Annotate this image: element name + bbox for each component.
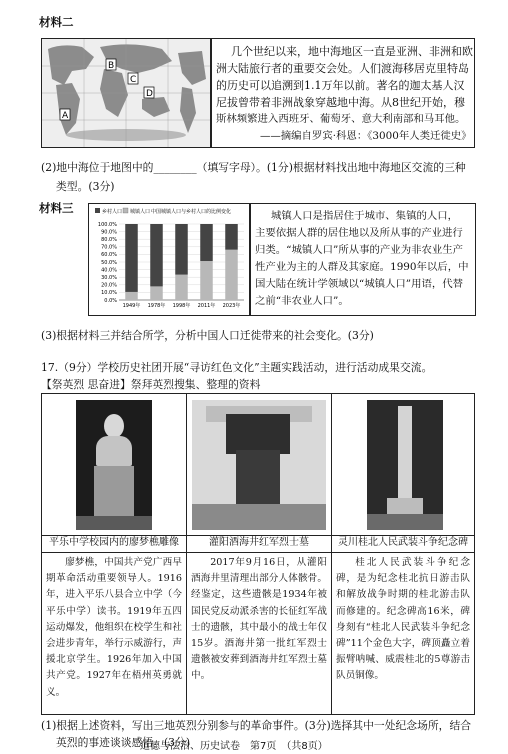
y-tick-label: 30.0% — [101, 275, 117, 281]
bar-urban — [150, 286, 163, 300]
material-3-line-6: 之前“非农业人口”。 — [255, 295, 349, 307]
material-2-line-3: 的历史可以追溯到1.1万年以前。著名的迦太基人汉 — [216, 79, 465, 92]
material-3-line-3: 归类。“城镇人口”所从事的产业为非农业生产 — [255, 244, 464, 256]
y-tick-label: 60.0% — [101, 252, 117, 259]
question-2-line-1: (2)地中海位于地图中的________（填写字母）。(1分)根据材料找出地中海地区交流的三种 — [41, 161, 466, 174]
y-tick-label: 0.0% — [104, 297, 117, 304]
martyrs-table — [41, 393, 475, 715]
question-3: (3)根据材料三并结合所学，分析中国人口迁徙带来的社会变化。(3分) — [41, 329, 374, 342]
material-2-line-4: 尼拔曾带着非洲战象穿越地中海。从8世纪开始，穆 — [216, 96, 465, 109]
bar-urban — [225, 250, 238, 300]
bar-rural — [125, 224, 138, 292]
text-guanyang-remains: 2017年9月16日，从灌阳酒海井里清理出部分人体骸骨。经鉴定，这些遗骸是1934年被国民党反动派杀害的长征红军战士的遗骸，其中最小的战士年仅15岁。酒海井第一批红军烈士遗骸被安葬到酒海井红军烈士墓中。 — [191, 557, 327, 682]
liao-statue-photo — [76, 400, 152, 530]
y-tick-label: 100.0% — [97, 221, 117, 228]
bar-urban — [125, 292, 138, 300]
material-2-line-5: 斯林频繁进入西班牙、葡萄牙、意大利南部和马耳他。 — [216, 113, 466, 125]
bar-rural — [225, 224, 238, 250]
question-2-line-2: 类型。(3分) — [56, 180, 115, 193]
material-2-line-2: 洲大陆旅行者的重要交会处。人们渡海移居克里特岛 — [216, 62, 469, 75]
x-tick-label: 1949年 — [122, 303, 141, 309]
bar-urban — [175, 275, 188, 300]
question-17-section-title: 【祭英烈 思奋进】祭拜英烈搜集、整理的资料 — [41, 378, 261, 391]
world-map-image — [42, 39, 210, 147]
bar-urban — [200, 261, 213, 300]
question-17-1-line-2: 英烈的事迹谈谈感悟。(3分) — [56, 736, 191, 749]
legend-label-rural: 乡村人口 — [102, 209, 123, 215]
urbanization-chart-svg — [89, 204, 249, 315]
x-tick-label: 2011年 — [197, 303, 216, 309]
x-tick-label: 1978年 — [147, 303, 166, 309]
y-tick-label: 50.0% — [101, 259, 117, 266]
y-tick-label: 10.0% — [101, 290, 117, 297]
map-letter-a: A — [62, 111, 69, 121]
x-tick-label: 1998年 — [172, 303, 191, 309]
y-tick-label: 80.0% — [101, 237, 117, 243]
bar-rural — [150, 224, 163, 286]
text-guibei-monument: 桂北人民武装斗争纪念碑，是为纪念桂北抗日游击队和解放战争时期的桂北游击队而修建的。纪念碑高16米，碑身刻有“桂北人民武装斗争纪念碑”11个金色大字，碑顶矗立着振臂呐喊、威震桂北的5尊游击队员铜像。 — [336, 557, 470, 682]
map-letter-c: C — [130, 75, 137, 85]
y-tick-label: 70.0% — [101, 244, 117, 251]
world-map-figure — [41, 38, 211, 148]
question-17-1-line-1: (1)根据上述资料，写出三地英烈分别参与的革命事件。(3分)选择其中一处纪念场所，结合 — [41, 719, 472, 732]
legend-label-urban: 城镇人口 — [130, 209, 151, 215]
material-3-line-1: 城镇人口是指居住于城市、集镇的人口， — [271, 210, 459, 222]
bar-rural — [175, 224, 188, 275]
material-2-heading: 材料二 — [39, 15, 74, 29]
legend-swatch-rural — [95, 208, 100, 213]
chart-title: 中国城镇人口与乡村人口的比例变化 — [151, 209, 232, 215]
y-tick-label: 20.0% — [101, 282, 117, 289]
y-tick-label: 90.0% — [101, 229, 117, 236]
lingchuan-monument-photo — [367, 400, 443, 530]
caption-liao-statue: 平乐中学校园内的廖梦樵雕像 — [49, 537, 179, 548]
guanyang-tomb-photo — [192, 400, 326, 530]
material-2-textbox — [211, 38, 475, 148]
bar-rural — [200, 224, 213, 261]
legend-swatch-urban — [123, 208, 128, 213]
map-letter-d: D — [146, 89, 153, 99]
page-footer: 道德与法治、历史试卷 第7页 （共8页） — [140, 741, 328, 752]
y-tick-label: 40.0% — [101, 267, 117, 274]
material-3-line-4: 性产业为主的人群及其家庭。1990年以后，中 — [255, 261, 469, 273]
text-liao-mengqiao: 廖梦樵，中国共产党广西早期革命活动重要领导人。1916年，进入平乐八县合立中学（今平乐中学）读书。1919年五四运动爆发，他组织在校学生和社会进步青年，举行示威游行，声援北京学生。1926年加入中国共产党。1927年在梧州英勇就义。 — [46, 557, 182, 698]
material-3-line-5: 国大陆在统计学领域以“城镇人口”用语，代替 — [255, 278, 464, 290]
caption-lingchuan-monument: 灵川桂北人民武装斗争纪念碑 — [338, 537, 468, 548]
map-letter-b: B — [108, 61, 115, 71]
material-2-source: ——摘编自罗宾·科恩：《3000年人类迁徙史》 — [260, 130, 472, 142]
caption-guanyang-tomb: 灌阳酒海井红军烈士墓 — [209, 537, 309, 548]
material-2-line-1: 几个世纪以来，地中海地区一直是亚洲、非洲和欧 — [231, 45, 473, 58]
material-3-heading: 材料三 — [39, 201, 74, 215]
question-17-intro: 17.（9分）学校历史社团开展“寻访红色文化”主题实践活动，进行活动成果交流。 — [41, 361, 433, 374]
material-3-line-2: 主要依据人群的居住地以及所从事的产业进行 — [255, 227, 463, 239]
x-tick-label: 2023年 — [222, 303, 241, 309]
material-3-textbox — [250, 203, 476, 316]
urbanization-chart — [88, 203, 250, 316]
